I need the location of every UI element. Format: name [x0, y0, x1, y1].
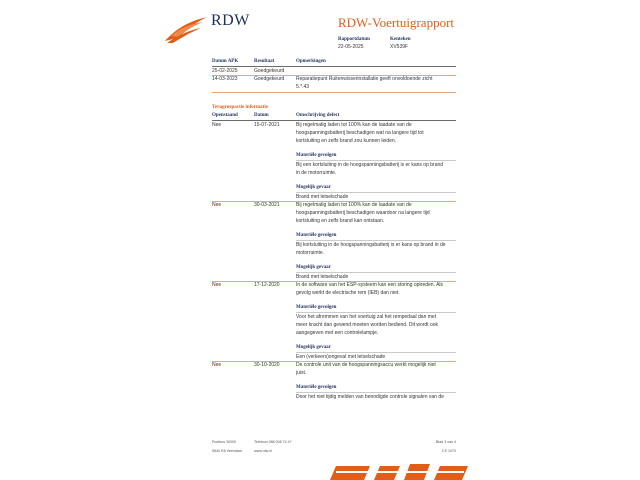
recall-danger-text: Een (verkeers)ongeval met letselschade: [296, 354, 386, 360]
recall-measures-line: Bij een kortsluiting in de hoogspanningsbatterij is er kans op brand: [296, 162, 444, 168]
recall-header-open: Openstaand: [212, 113, 238, 118]
recall-measures-heading: Materiële gevolgen: [296, 385, 337, 390]
apk-row-result: Goedgekeurd: [254, 68, 285, 74]
apk-row-remark: Reparatiepunt Ruitenwisserinstallatie geeft onvoldoende zicht: [296, 76, 433, 82]
rdw-logo-icon: [163, 14, 209, 44]
recall-measures-line: in de motorruimte.: [296, 170, 337, 176]
apk-row-rule: [212, 92, 456, 93]
apk-header-rule: [212, 66, 456, 67]
recall-date: 17-12-2020: [254, 282, 280, 288]
apk-row-remark-code: 5.*.43: [296, 84, 310, 90]
recall-description-line: hoogspanningsbatterij beschadigen wat na langere tijd tot: [296, 130, 424, 136]
recall-measures-line: meer kracht dan gewend moeten worden bediend. Dit wordt ook: [296, 322, 439, 328]
recall-description-line: kortsluiting en zelfs brand zou kunnen leiden.: [296, 138, 397, 144]
recall-measures-line: Bij kortsluiting in de hoogspanningsbatterij is er kans op brand in de: [296, 242, 446, 248]
apk-row-date: 14-03-2023: [212, 76, 238, 82]
recall-danger-heading: Mogelijk gevaar: [296, 185, 331, 190]
recall-description-line: hoogspanningsbatterij beschadigen waardoor na langere tijd: [296, 210, 430, 216]
report-title: RDW-Voertuigrapport: [338, 15, 455, 30]
apk-row-date: 25-02-2025: [212, 68, 238, 74]
plate-label: Kenteken: [390, 37, 411, 42]
recall-measures-heading: Materiële gevolgen: [296, 153, 337, 158]
footer-phone: Telefoon 088 008 74 47: [254, 440, 292, 444]
recall-danger-heading: Mogelijk gevaar: [296, 345, 331, 350]
recall-date: 30-10-2020: [254, 362, 280, 368]
recall-header-description: Omschrijving defect: [296, 113, 340, 118]
recall-danger-text: Brand met letselschade: [296, 274, 349, 280]
report-date-label: Rapportdatum: [338, 37, 370, 42]
recall-measures-line: Voor het afremmen van het voertuig zal het rempedaal dan met: [296, 314, 437, 320]
recall-open: Nee: [212, 202, 222, 208]
recall-description-line: Bij regelmatig laden tot 100% kan de laadate van de: [296, 122, 412, 128]
apk-header-date: Datum APK: [212, 59, 239, 64]
plate-value: XV539F: [390, 44, 409, 50]
recall-section-title: Terugroepactie informatie: [212, 105, 268, 110]
apk-header-result: Resultaat: [254, 59, 275, 64]
footer-code: 3 E 1070: [441, 449, 456, 453]
footer-stripes-icon: [330, 462, 470, 480]
footer-postcode: 9640 RA Veendam: [212, 449, 242, 453]
apk-header-remarks: Opmerkingen: [296, 59, 326, 64]
recall-header-date: Datum: [254, 113, 269, 118]
report-date-value: 22-05-2025: [338, 44, 364, 50]
footer-website: www.rdw.nl: [254, 449, 272, 453]
recall-open: Nee: [212, 122, 222, 128]
recall-measures-heading: Materiële gevolgen: [296, 233, 337, 238]
brand-name: RDW: [211, 12, 250, 29]
footer-po-box: Postbus 30000: [212, 440, 236, 444]
recall-measures-heading: Materiële gevolgen: [296, 305, 337, 310]
recall-description-line: juist.: [296, 370, 307, 376]
recall-danger-text: Brand met letselschade: [296, 194, 349, 200]
recall-description-line: kortsluiting en zelfs brand kan ontstaan.: [296, 218, 385, 224]
recall-measures-line: aangegeven met een controlelampje.: [296, 330, 379, 336]
recall-description-line: In de software van het ESP-systeem kan een storing optreden. Als: [296, 282, 444, 288]
recall-danger-heading: Mogelijk gevaar: [296, 265, 331, 270]
footer-page-number: Blad 3 van 4: [436, 440, 456, 444]
recall-open: Nee: [212, 362, 222, 368]
recall-date: 30-03-2021: [254, 202, 280, 208]
recall-open: Nee: [212, 282, 222, 288]
recall-date: 15-07-2021: [254, 122, 280, 128]
recall-measures-line: Door het niet tijdig melden van benodigde controle signalen van de: [296, 394, 444, 400]
apk-row-result: Goedgekeurd: [254, 76, 285, 82]
recall-description-line: De controle unit van de hoogspanningsaccu werkt mogelijk niet: [296, 362, 436, 368]
recall-description-line: Bij regelmatig laden tot 100% kan de laadate van de: [296, 202, 412, 208]
recall-description-line: gevolg werkt de electrische rem (IEB) dan niet.: [296, 290, 400, 296]
recall-measures-line: motorruimte.: [296, 250, 325, 256]
